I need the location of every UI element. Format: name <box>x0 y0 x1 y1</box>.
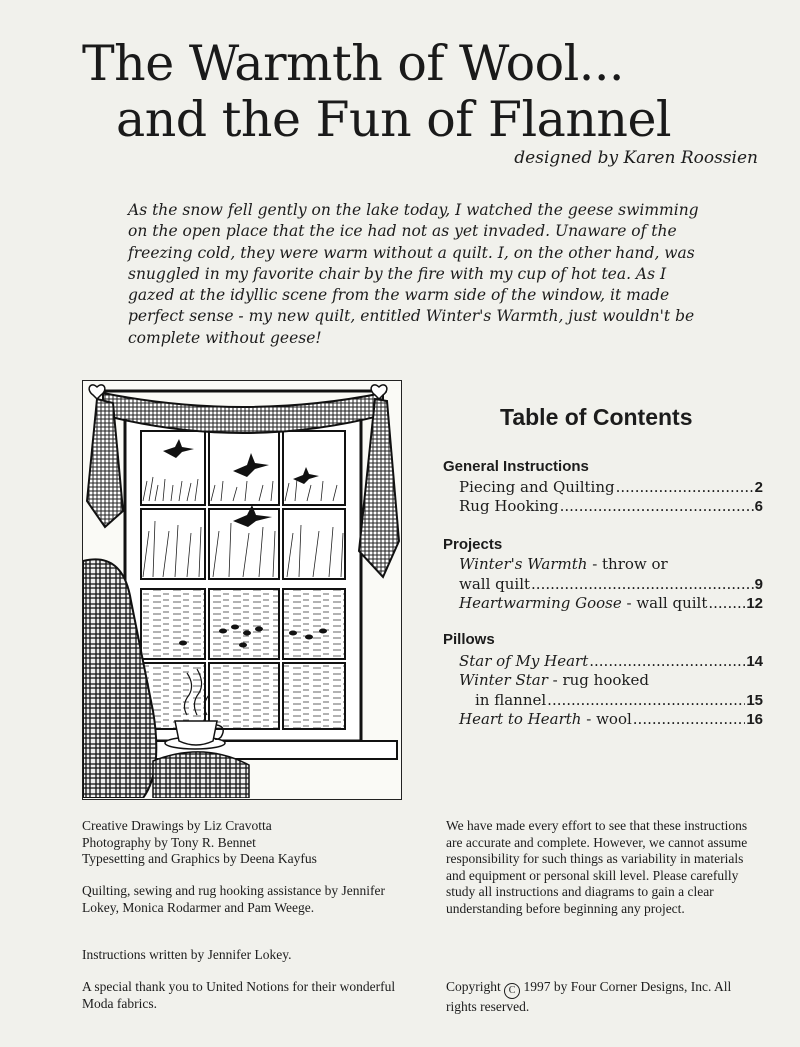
toc-title: Table of Contents <box>500 404 693 430</box>
toc-leader-dots <box>633 709 746 729</box>
toc-entry-label-continued: wall quilt <box>459 575 531 593</box>
toc-entry-label: - rug hooked <box>547 671 649 689</box>
intro-paragraph: As the snow fell gently on the lake today, I watched the geese swimming on the open place that the ice had not as yet invaded. Unaware of the freezing cold, they were warm without a quilt. I, on the other hand, was snuggled in my favorite chair by the fire with my cup of hot tea. As I gazed at the idyllic scene from the warm side of the window, it made perfect sense - my new quilt, entitled Winter's Warmth, just wouldn't be complete without geese! <box>128 201 699 347</box>
toc-entry-title: Winter Star <box>459 671 548 689</box>
toc-entry-label-continued: in flannel <box>475 691 547 709</box>
toc-leader-dots <box>560 496 754 516</box>
toc-entry-title: Heartwarming Goose <box>459 594 622 612</box>
credit-line: Photography by Tony R. Bennet <box>82 834 256 850</box>
copyright-notice <box>446 979 764 1016</box>
toc-leader-dots <box>708 593 745 613</box>
toc-entry-star-of-my-heart <box>459 651 763 672</box>
page-title-line-2: and the Fun of Flannel <box>116 91 672 148</box>
credits-staff <box>82 818 422 868</box>
toc-entry-title: Winter's Warmth <box>459 555 588 573</box>
copyright-icon: C <box>504 983 520 999</box>
copyright-text: 1997 by Four Corner Designs, Inc. All rights reserved. <box>446 979 732 1014</box>
toc-entry-title: Star of My Heart <box>459 652 589 670</box>
toc-entry-piecing-and-quilting <box>459 477 763 498</box>
toc-entry-winter-star <box>459 670 763 711</box>
toc-entry-label: Piecing and Quilting <box>459 478 615 496</box>
copyright-label: Copyright <box>446 979 501 994</box>
toc-page-number: 6 <box>754 498 763 515</box>
toc-heading-projects: Projects <box>443 536 503 553</box>
credit-line: Typesetting and Graphics by Deena Kayfus <box>82 851 317 866</box>
window-illustration <box>82 380 402 800</box>
toc-leader-dots <box>531 574 754 594</box>
toc-entry-label: Rug Hooking <box>459 497 559 515</box>
toc-page-number: 15 <box>746 692 763 709</box>
toc-entry-winters-warmth <box>459 554 763 595</box>
toc-page-number: 9 <box>754 576 763 593</box>
byline: designed by Karen Roossien <box>514 148 758 168</box>
toc-page-number: 14 <box>746 653 763 670</box>
toc-heading-pillows: Pillows <box>443 631 495 648</box>
toc-entry-label: - wool <box>581 710 632 728</box>
toc-leader-dots <box>547 690 745 710</box>
toc-page-number: 16 <box>746 711 763 728</box>
toc-entry-title: Heart to Hearth <box>459 710 582 728</box>
toc-heading-general-instructions: General Instructions <box>443 458 589 475</box>
toc-entry-rug-hooking <box>459 496 763 517</box>
credits-instructions: Instructions written by Jennifer Lokey. <box>82 947 292 962</box>
credits-thank-you: A special thank you to United Notions for their wonderful Moda fabrics. <box>82 979 396 1011</box>
toc-entry-label: - throw or <box>587 555 668 573</box>
toc-page-number: 12 <box>746 595 763 612</box>
toc-entry-heart-to-hearth <box>459 709 763 730</box>
toc-page-number: 2 <box>754 479 763 496</box>
page-title-line-1: The Warmth of Wool... <box>82 35 624 92</box>
toc-leader-dots <box>589 651 745 671</box>
credits-assistance: Quilting, sewing and rug hooking assistance by Jennifer Lokey, Monica Rodarmer and Pam Weege. <box>82 883 385 915</box>
toc-entry-heartwarming-goose <box>459 593 763 614</box>
disclaimer-paragraph: We have made every effort to see that these instructions are accurate and complete. However, we cannot assume responsibility for such things as variability in materials and equipment or personal skill level. Please carefully study all instructions and diagrams to gain a clear understanding before beginning any project. <box>446 818 748 916</box>
credit-line: Creative Drawings by Liz Cravotta <box>82 818 272 833</box>
toc-entry-label: - wall quilt <box>621 594 708 612</box>
toc-leader-dots <box>616 477 754 497</box>
